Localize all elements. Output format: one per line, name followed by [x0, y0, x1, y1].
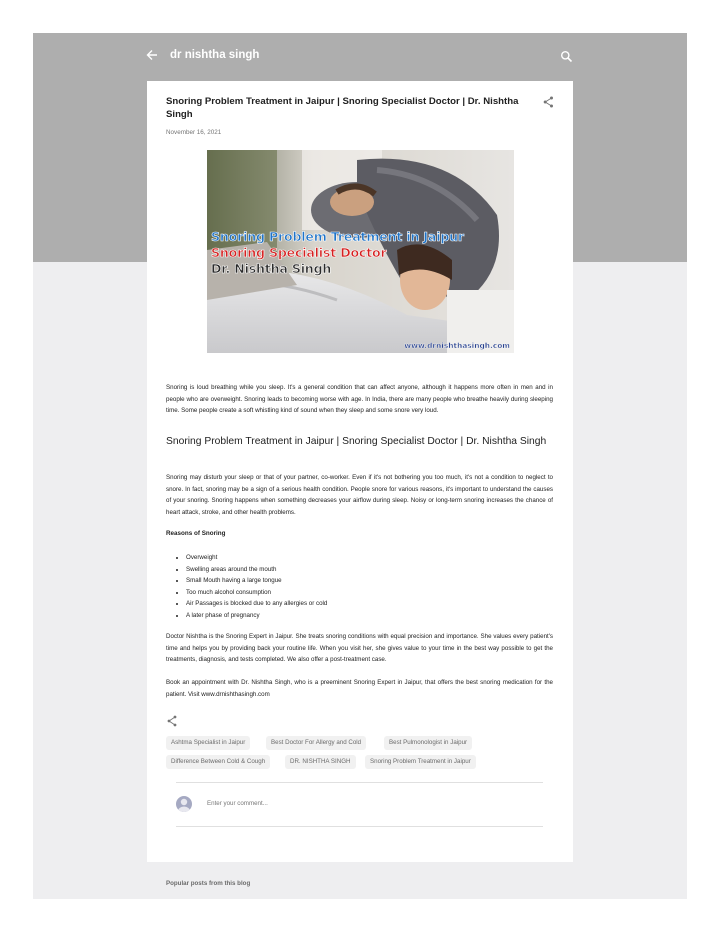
post-intro-paragraph: Snoring is loud breathing while you sleep. It's a general condition that can affect anyone, although it happens more often in men and in people who are overweight. Snoring leads to becoming worse with age. In India, there are many people who breathe heavily during sleeping time. Some people create a soft whistling kind of sound when they sleep and some snore very loud.	[166, 384, 553, 414]
label-chip[interactable]: Ashtma Specialist in Jaipur	[166, 736, 250, 750]
label-chip[interactable]: Difference Between Cold & Cough	[166, 755, 270, 769]
post-subheading: Snoring Problem Treatment in Jaipur | Snoring Specialist Doctor | Dr. Nishtha Singh	[166, 436, 547, 447]
reasons-list	[174, 552, 327, 621]
list-item: • Air Passages is blocked due to any allergies or cold	[186, 598, 327, 610]
popular-posts-heading: Popular posts from this blog	[166, 880, 251, 887]
user-icon	[176, 796, 192, 812]
page-frame	[33, 33, 687, 899]
avatar	[176, 796, 192, 812]
top-bar	[33, 33, 687, 79]
hero-caption-url: www.drnishthasingh.com	[404, 341, 510, 350]
post-title: Snoring Problem Treatment in Jaipur | Snoring Specialist Doctor | Dr. Nishtha Singh	[166, 96, 519, 120]
post-paragraph-2: Snoring may disturb your sleep or that of your partner, co-worker. Even if it's not bothering you too much, it's not a condition to neglect to snore. In fact, snoring may be a sign of a serious health condition. People snore for various reasons, it's important to understand the causes of your snoring. Snoring happens when something decreases your airflow during sleep. Noisy or long-term snoring increases the chance of heart attack, stroke, and other health problems.	[166, 474, 553, 516]
search-icon[interactable]	[560, 50, 573, 63]
divider	[176, 826, 543, 827]
comment-input[interactable]: Enter your comment...	[207, 800, 268, 807]
post-card	[147, 81, 573, 862]
arrow-left-icon[interactable]	[145, 48, 159, 62]
list-item: • Swelling areas around the mouth	[186, 564, 327, 576]
blog-title[interactable]: dr nishtha singh	[170, 49, 260, 61]
hero-caption-line2: Snoring Specialist Doctor	[211, 245, 387, 260]
share-icon[interactable]	[167, 715, 177, 727]
hero-caption-line3: Dr. Nishtha Singh	[211, 261, 332, 276]
list-item: • Too much alcohol consumption	[186, 587, 327, 599]
label-chip[interactable]: Best Pulmonologist in Jaipur	[384, 736, 472, 750]
post-paragraph-4: Book an appointment with Dr. Nishtha Singh, who is a preeminent Snoring Expert in Jaipur, that offers the best snoring medication for the patient. Visit www.drnishthasingh.com	[166, 679, 553, 698]
post-date: November 16, 2021	[166, 129, 222, 136]
list-item: • A later phase of pregnancy	[186, 610, 327, 622]
label-chip[interactable]: Snoring Problem Treatment in Jaipur	[365, 755, 476, 769]
label-chip[interactable]: Best Doctor For Allergy and Cold	[266, 736, 366, 750]
post-hero-image[interactable]	[207, 150, 514, 353]
share-icon[interactable]	[543, 96, 554, 108]
hero-caption-line1: Snoring Problem Treatment in Jaipur	[211, 229, 464, 244]
reasons-heading: Reasons of Snoring	[166, 530, 226, 537]
post-paragraph-3: Doctor Nishtha is the Snoring Expert in Jaipur. She treats snoring conditions with equal precision and importance. She values every patient's time and helps you by providing back your routine life. When you visit her, she gives value to your time in the best way possible to get the treatments, diagnosis, and tests completed. We also offer a post-treatment case.	[166, 633, 553, 663]
list-item: • Overweight	[186, 552, 327, 564]
divider	[176, 782, 543, 783]
list-item: • Small Mouth having a large tongue	[186, 575, 327, 587]
label-chip[interactable]: DR. NISHTHA SINGH	[285, 755, 356, 769]
